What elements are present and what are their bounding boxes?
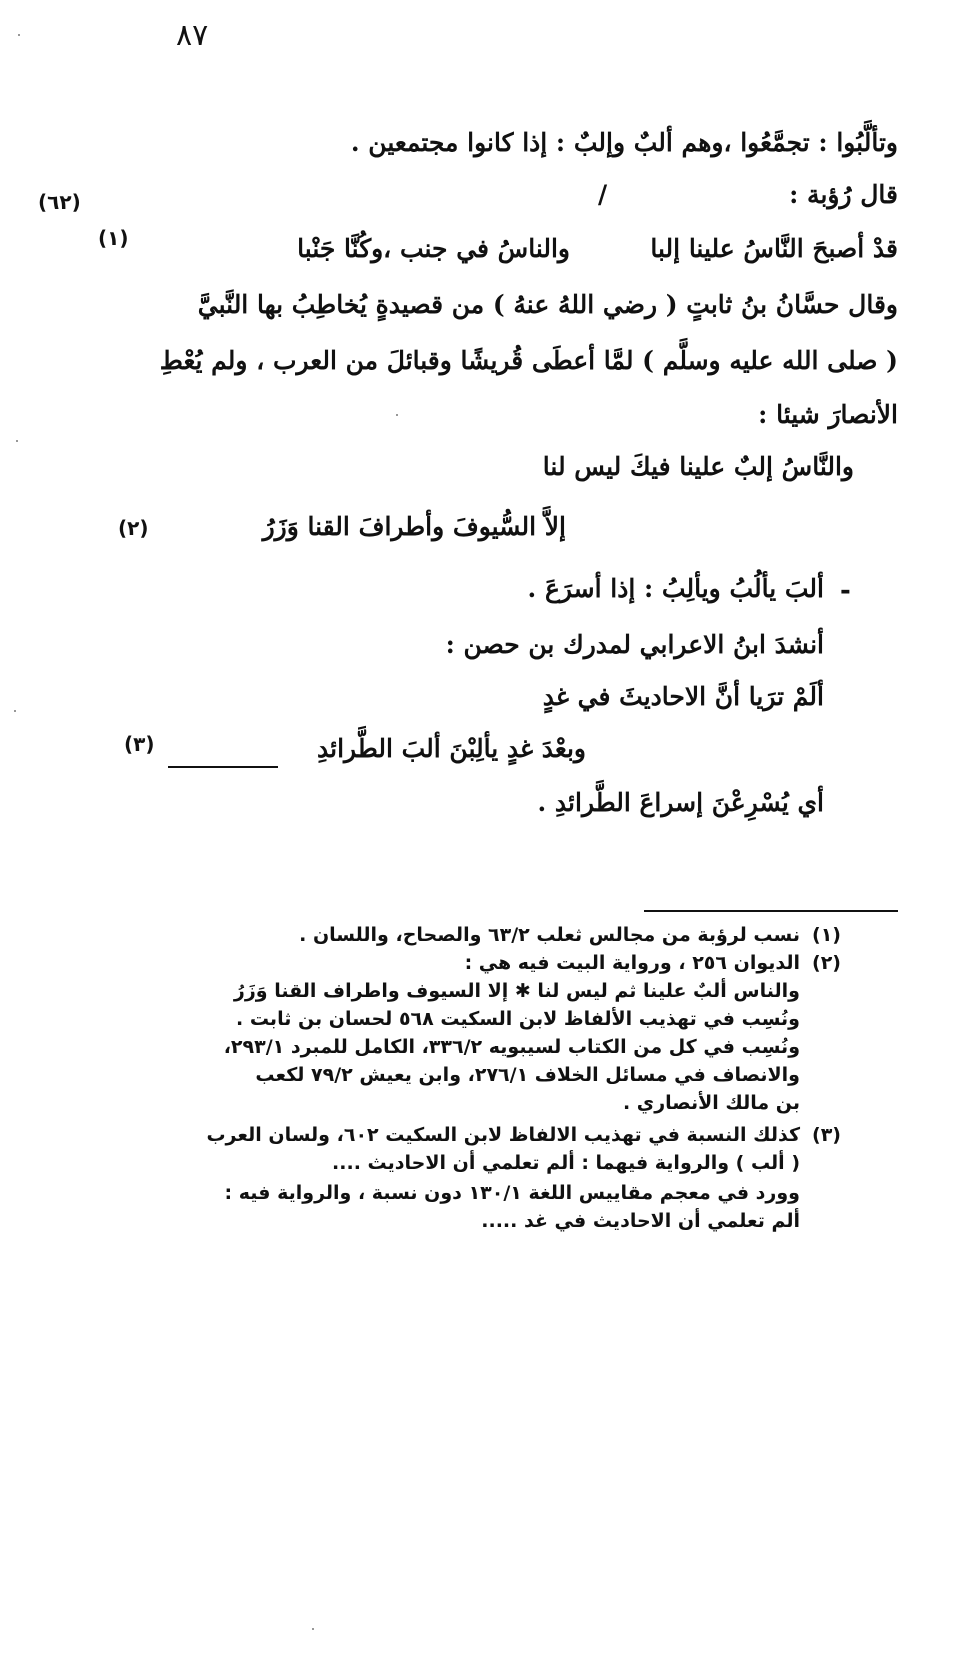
body-line-5: الأنصارَ شيئا : [758,400,898,429]
footnote-2-line-2: والناس ألبٌ علينا ثم ليس لنا ✱ إلا السيوف واطراف القنا وَزَرُ [233,980,800,1002]
footnote-ref-2: (٢) [118,516,149,540]
body-line-2-mark: / [598,180,608,209]
footnote-3-line-1: كذلك النسبة في تهذيب الالفاظ لابن السكيت ٦٠٢، ولسان العرب [206,1124,800,1146]
scan-speck [312,1628,314,1630]
verse-1-first-hemistich: قدْ أصبحَ النَّاسُ علينا إلبا [650,234,898,263]
footnote-1-number: (١) [812,924,841,946]
body-line-7: أنشدَ ابنُ الاعرابي لمدرك بن حصن : [445,630,824,659]
page-number: ٨٧ [176,18,209,53]
verse-2-second-hemistich: إلاَّ السُّيوفَ وأطرافَ القنا وَزَرُ [262,512,566,541]
body-line-3: وقال حسَّانُ بنُ ثابتٍ ( رضي اللهُ عنهُ ) من قصيدةٍ يُخاطِبُ بها النَّبيَّ [197,290,898,319]
verse-1-second-hemistich: والناسُ في جنب ،وكُنَّا جَنْبا [297,234,570,263]
body-line-6: ألبَ يألُبُ ويألِبُ : إذا أسرَعَ . [527,574,824,603]
verse-3-underline [168,766,278,768]
footnote-3-line-4: ألم تعلمي أن الاحاديث في غد ..... [481,1210,800,1232]
footnote-ref-3: (٣) [124,732,155,756]
footnote-3-line-2: ( ألب ) والرواية فيهما : ألم تعلمي أن الاحاديث .... [332,1152,800,1174]
footnote-2-number: (٢) [812,952,841,974]
verse-3-second-hemistich: وبعْدَ غدٍ يألِبْنَ ألبَ الطَّرائدِ [317,734,586,763]
footnote-2-line-5: والانصاف في مسائل الخلاف ٢٧٦/١، وابن يعيش ٧٩/٢ لكعب [255,1064,800,1086]
footnote-2-line-6: بن مالك الأنصاري . [622,1092,800,1114]
entry-dash: - [840,576,851,606]
verse-3-first-hemistich: ألَمْ ترَيا أنَّ الاحاديثَ في غدٍ [542,682,824,711]
footnote-2-line-1: الديوان ٢٥٦ ، ورواية البيت فيه هي : [464,952,800,974]
scan-speck [14,710,16,712]
footnote-2-line-3: ونُسِب في تهذيب الألفاظ لابن السكيت ٥٦٨ لحسان بن ثابت . [235,1008,800,1030]
footnote-3-line-3: وورد في معجم مقاييس اللغة ١٣٠/١ دون نسبة ، والرواية فيه : [224,1182,800,1204]
body-line-2: قال رُؤبة : [789,180,898,209]
footnote-3-number: (٣) [812,1124,841,1146]
footnote-ref-1: (١) [98,226,129,250]
footnote-1-text: نسب لرؤبة من مجالس ثعلب ٦٣/٢ والصحاح، واللسان . [299,924,800,946]
body-line-4: ( صلى الله عليه وسلَّم ) لمَّا أعطَى قُريشًا وقبائلَ من العرب ، ولم يُعْطِ [159,346,898,375]
scan-speck [16,440,18,442]
body-line-1: وتألَّبُوا : تجمَّعُوا ،وهم ألبٌ وإلبٌ : إذا كانوا مجتمعين . [350,128,898,157]
verse-2-first-hemistich: والنَّاسُ إلبٌ علينا فيكَ ليس لنا [542,452,854,481]
footnote-2-line-4: ونُسِب في كل من الكتاب لسيبويه ٣٣٦/٢، الكامل للمبرد ٢٩٣/١، [223,1036,800,1058]
scan-speck [18,34,20,36]
body-line-8: أي يُسْرِعْنَ إسراعَ الطَّرائدِ . [537,788,824,817]
line-number-62: (٦٢) [38,190,81,214]
footnote-divider [644,910,898,912]
scan-speck [396,414,398,416]
